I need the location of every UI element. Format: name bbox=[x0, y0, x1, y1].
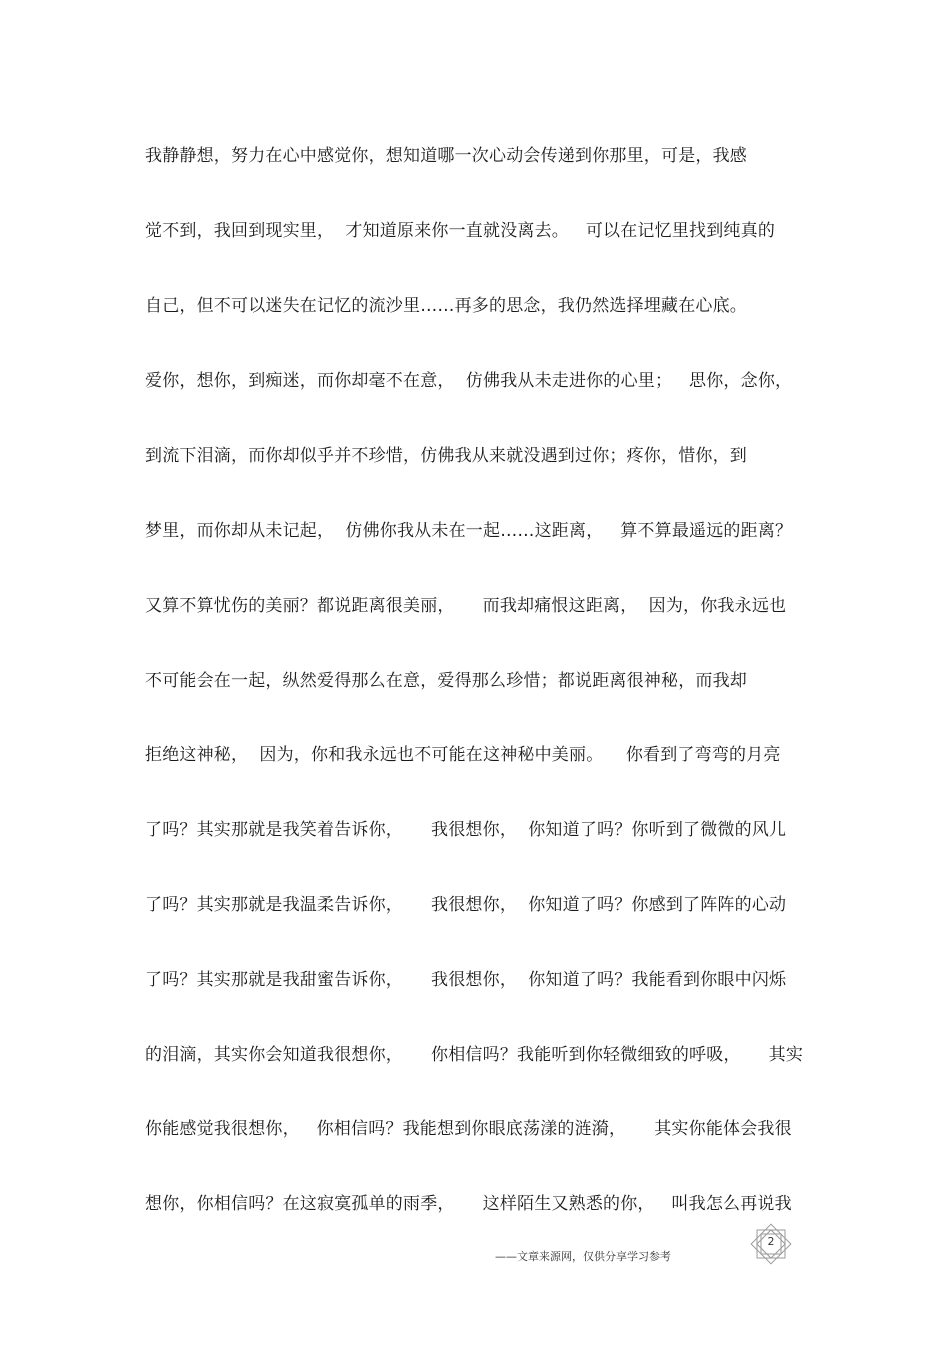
paragraph-line-14: 你能感觉我很想你， 你相信吗？我能想到你眼底荡漾的涟漪， 其实你能体会我很 bbox=[145, 1119, 792, 1139]
paragraph-line-6: 梦里，而你却从未记起， 仿佛你我从未在一起……这距离， 算不算最遥远的距离？ bbox=[145, 521, 793, 541]
source-note: ——文章来源网，仅供分享学习参考 bbox=[495, 1250, 671, 1263]
paragraph-line-8: 不可能会在一起，纵然爱得那么在意，爱得那么珍惜；都说距离很神秘，而我却 bbox=[145, 671, 747, 691]
page-number: 2 bbox=[767, 1235, 775, 1248]
paragraph-line-2: 觉不到，我回到现实里， 才知道原来你一直就没离去。 可以在记忆里找到纯真的 bbox=[145, 221, 776, 241]
paragraph-line-7: 又算不算忧伤的美丽？都说距离很美丽， 而我却痛恨这距离， 因为，你我永远也 bbox=[145, 596, 787, 616]
paragraph-line-15: 想你，你相信吗？在这寂寞孤单的雨季， 这样陌生又熟悉的你， 叫我怎么再说我 bbox=[145, 1194, 792, 1214]
paragraph-line-11: 了吗？其实那就是我温柔告诉你， 我很想你， 你知道了吗？你感到了阵阵的心动 bbox=[145, 895, 787, 915]
paragraph-line-10: 了吗？其实那就是我笑着告诉你， 我很想你， 你知道了吗？你听到了微微的风儿 bbox=[145, 820, 787, 840]
paragraph-line-5: 到流下泪滴，而你却似乎并不珍惜，仿佛我从来就没遇到过你；疼你，惜你，到 bbox=[145, 446, 747, 466]
paragraph-line-12: 了吗？其实那就是我甜蜜告诉你， 我很想你， 你知道了吗？我能看到你眼中闪烁 bbox=[145, 970, 787, 990]
paragraph-line-3: 自己，但不可以迷失在记忆的流沙里……再多的思念，我仍然选择埋藏在心底。 bbox=[145, 296, 747, 316]
paragraph-line-1: 我静静想，努力在心中感觉你，想知道哪一次心动会传递到你那里，可是，我感 bbox=[145, 146, 747, 166]
paragraph-line-13: 的泪滴，其实你会知道我很想你， 你相信吗？我能听到你轻微细致的呼吸， 其实 bbox=[145, 1045, 804, 1065]
page-number-badge bbox=[748, 1221, 794, 1267]
paragraph-line-9: 拒绝这神秘， 因为，你和我永远也不可能在这神秘中美丽。 你看到了弯弯的月亮 bbox=[145, 745, 781, 765]
paragraph-line-4: 爱你，想你，到痴迷，而你却毫不在意， 仿佛我从未走进你的心里； 思你，念你， bbox=[145, 371, 793, 391]
